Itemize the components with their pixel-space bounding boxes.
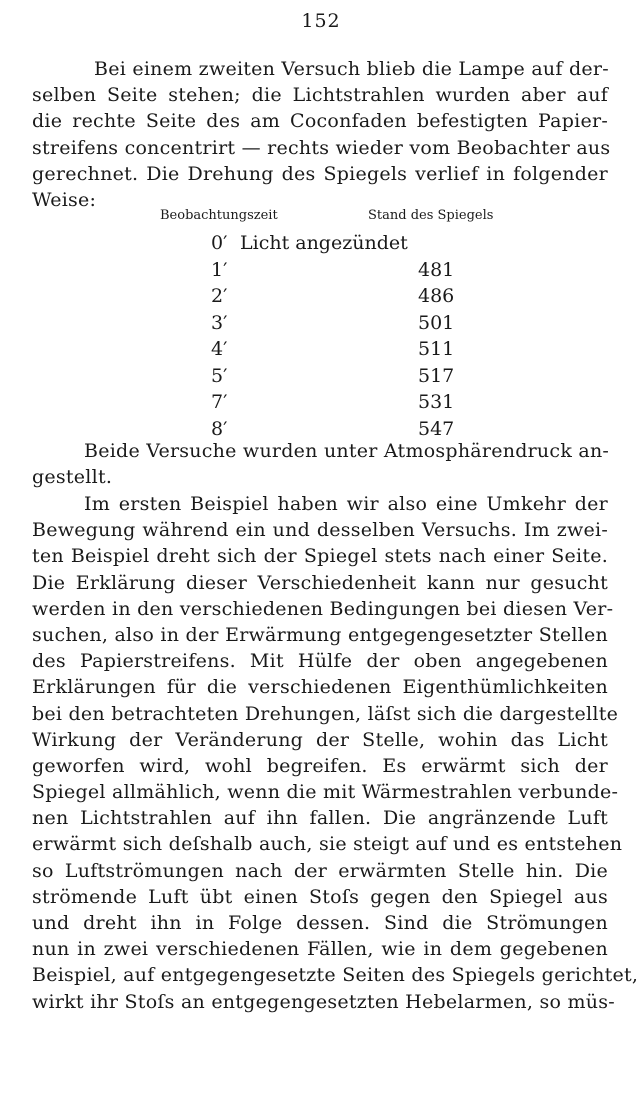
text-line: Wirkung der Veränderung der Stelle, wohin das Licht [32,728,608,751]
value-cell: 547 [418,417,455,440]
text-line: nun in zwei verschiedenen Fällen, wie in dem gegebenen [32,938,608,961]
paragraph-atmospheric-pressure [32,438,608,490]
text-line: suchen, also in der Erwärmung entgegengesetzter Stellen [32,623,608,646]
text-line: geworfen wird, wohl begreifen. Es erwärmt sich der [32,754,608,777]
paragraph-explanation [32,491,639,1015]
value-cell: 511 [418,338,455,360]
time-cell: 1′ [211,258,228,281]
column-header-time: Beobachtungszeit [160,208,278,223]
text-line: gerechnet. Die Drehung des Spiegels verlief in folgender [32,162,608,185]
table-row [0,310,642,337]
value-cell: 501 [418,311,455,334]
table-row [0,257,642,284]
value-cell: 486 [418,285,455,307]
text-line: Im ersten Beispiel haben wir also eine Umkehr der [84,493,608,515]
table-row [0,389,642,416]
text-line: Weise: [32,188,97,211]
text-line: Bewegung während ein und desselben Versuchs. Im zwei- [32,519,608,542]
time-cell: 3′ [211,311,228,334]
text-line: und dreht ihn in Folge dessen. Sind die Strömungen [32,912,608,934]
text-line: nen Lichtstrahlen auf ihn fallen. Die angränzende Luft [32,807,608,830]
text-line: gestellt. [32,466,113,489]
text-line: Erklärungen für die verschiedenen Eigenthümlichkeiten [32,676,608,699]
text-line: Bei einem zweiten Versuch blieb die Lampe auf der- [94,58,609,80]
time-cell: 7′ [211,391,228,413]
time-cell: 4′ [211,338,228,360]
value-cell: 481 [418,258,455,281]
table-row [0,336,642,363]
text-line: strömende Luft übt einen Stoſs gegen den Spiegel aus [32,885,608,908]
value-cell: 517 [418,364,455,387]
text-line: wirkt ihr Stoſs an entgegengesetzten Hebelarmen, so müs- [32,990,615,1013]
column-header-mirror-position: Stand des Spiegels [368,208,494,223]
text-line: Beispiel, auf entgegengesetzte Seiten des Spiegels gerichtet, [32,964,639,987]
text-line: streifens concentrirt — rechts wieder vom Beobachter aus [32,136,611,159]
page-number: 152 [301,10,341,32]
note-cell: Licht angezündet [240,232,408,254]
text-line: erwärmt sich deſshalb auch, sie steigt auf und es entstehen [32,833,623,856]
text-line: des Papierstreifens. Mit Hülfe der oben angegebenen [32,650,608,673]
text-line: selben Seite stehen; die Lichtstrahlen wurden aber auf [32,84,608,107]
table-row [0,363,642,390]
paragraph-second-experiment [32,56,611,213]
value-cell: 531 [418,391,455,413]
text-line: bei den betrachteten Drehungen, läſst sich die dargestellte [32,702,619,725]
text-line: die rechte Seite des am Coconfaden befestigten Papier- [32,110,608,133]
time-cell: 2′ [211,285,228,307]
text-line: Die Erklärung dieser Verschiedenheit kann nur gesucht [32,571,608,594]
observation-table [0,230,642,442]
text-line: werden in den verschiedenen Bedingungen bei diesen Ver- [32,597,614,620]
text-line: so Luftströmungen nach der erwärmten Stelle hin. Die [32,859,608,882]
text-line: ten Beispiel dreht sich der Spiegel stets nach einer Seite. [32,545,608,568]
table-row [0,230,642,257]
time-cell: 5′ [211,364,228,387]
table-row [0,283,642,310]
time-cell: 0′ [211,232,228,254]
time-cell: 8′ [211,417,228,440]
observation-table-header [0,208,642,230]
text-line: Spiegel allmählich, wenn die mit Wärmestrahlen verbunde- [32,781,619,804]
text-line: Beide Versuche wurden unter Atmosphärendruck an- [84,440,610,462]
